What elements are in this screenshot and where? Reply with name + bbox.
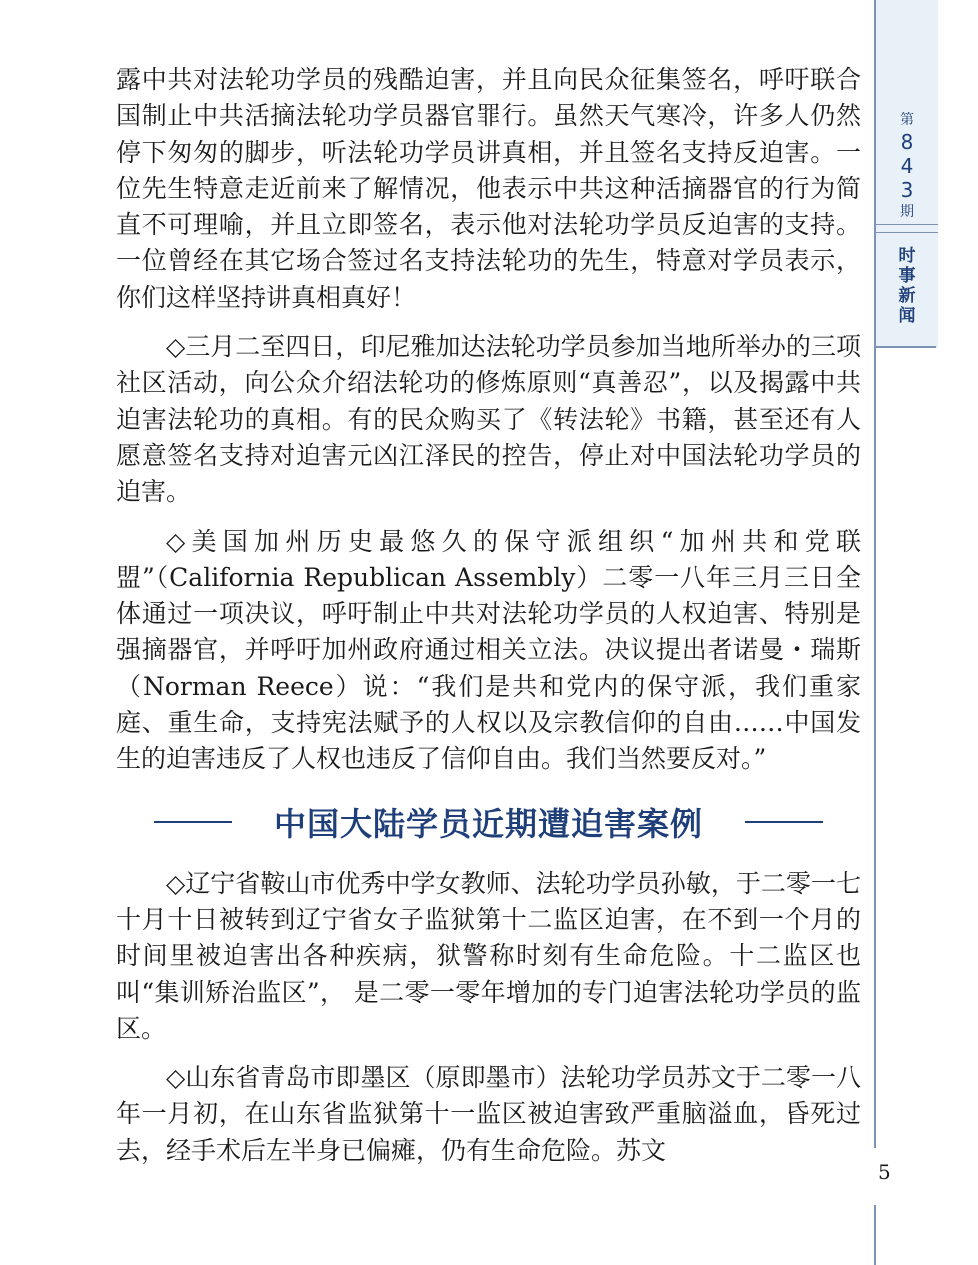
heading-rule-right [745,821,823,823]
paragraph-jakarta: ◇三月二至四日，印尼雅加达法轮功学员参加当地所举办的三项社区活动，向公众介绍法轮功的修炼原则“真善忍”，以及揭露中共迫害法轮功的真相。有的民众购买了《转法轮》书籍，甚至还有人愿意签名支持对迫害元凶江泽民的控告，停止对中国法轮功学员的迫害。 [116,332,861,507]
column-title [876,246,938,326]
section-title: 中国大陆学员近期遭迫害案例 [273,804,703,843]
article-body [116,62,861,1182]
issue-digit: 8 [900,130,914,154]
paragraph-continuation: 露中共对法轮功学员的残酷迫害，并且向民众征集签名，呼吁联合国制止中共活摘法轮功学员器官罪行。虽然天气寒冷，许多人仍然停下匆匆的脚步，听法轮功学员讲真相，并且签名支持反迫害。一位先生特意走近前来了解情况，他表示中共这种活摘器官的行为简直不可理喻，并且立即签名，表示他对法轮功学员反迫害的支持。一位曾经在其它场合签过名支持法轮功的先生，特意对学员表示，你们这样坚持讲真相真好！ [116,65,861,312]
column-char: 事 [898,266,916,286]
margin-rule-upper [874,348,876,1148]
paragraph-california: ◇美国加州历史最悠久的保守派组织“加州共和党联盟”（California Republican Assembly）二零一八年三月三日全体通过一项决议，呼吁制止中共对法轮功学员的人权迫害、特别是强摘器官，并呼吁加州政府通过相关立法。决议提出者诺曼・瑞斯（Norman Reece）说：“我们是共和党内的保守派，我们重家庭、重生命，支持宪法赋予的人权以及宗教信仰的自由……中国发生的迫害违反了人权也违反了信仰自由。我们当然要反对。” [116,526,861,774]
issue-digit: 4 [900,154,914,178]
side-tab-bottom-rule [874,346,936,348]
issue-digit: 3 [900,178,914,202]
paragraph-qingdao: ◇山东省青岛市即墨区（原即墨市）法轮功学员苏文于二零一八年一月初，在山东省监狱第十一监区被迫害致严重脑溢血，昏死过去，经手术后左半身已偏瘫，仍有生命危险。苏文 [116,1063,861,1165]
heading-rule-left [154,821,232,823]
margin-rule-lower [874,1205,876,1265]
side-tab [874,0,938,348]
issue-prefix: 第 [900,112,914,128]
paragraph-anshan: ◇辽宁省鞍山市优秀中学女教师、法轮功学员孙敏，于二零一七十月十日被转到辽宁省女子监狱第十二监区迫害，在不到一个月的时间里被迫害出各种疾病，狱警称时刻有生命危险。十二监区也叫“集训矫治监区”， 是二零一零年增加的专门迫害法轮功学员的监区。 [116,868,861,1043]
issue-number [876,110,938,222]
column-char: 新 [898,286,916,306]
side-divider [876,224,938,233]
issue-suffix: 期 [900,204,914,220]
column-char: 时 [898,246,916,266]
column-char: 闻 [898,306,916,326]
section-heading [116,802,861,842]
page-number: 5 [878,1160,891,1184]
